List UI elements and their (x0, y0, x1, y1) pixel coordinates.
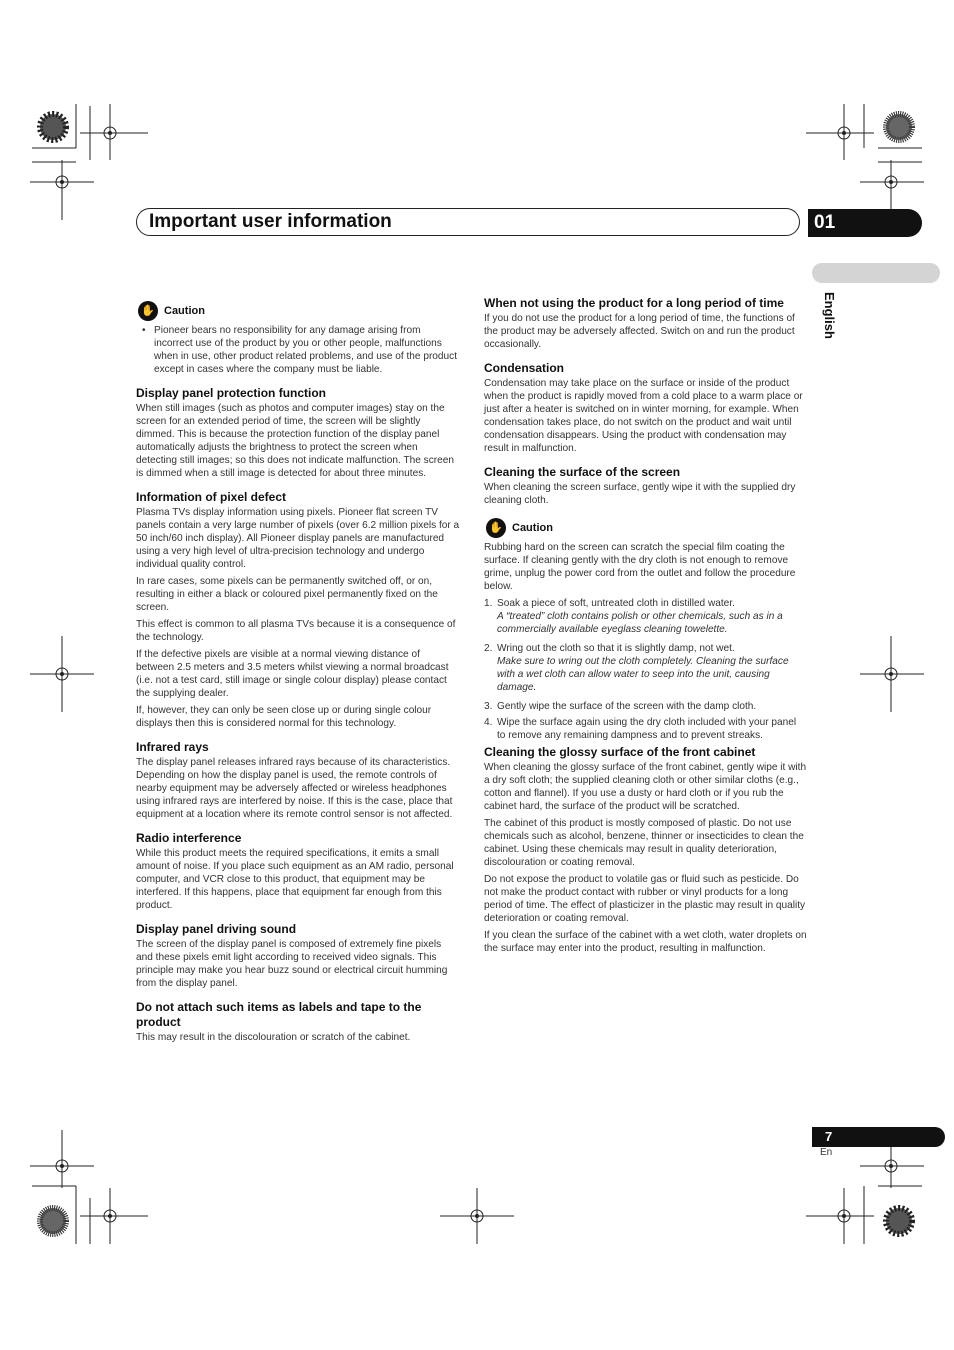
section-heading: Do not attach such items as labels and tape to the product (136, 1000, 422, 1029)
right-sections-top (484, 296, 807, 507)
page-lang-code: En (820, 1147, 833, 1158)
step-text: Wring out the cloth so that it is slightly damp, not wet. (497, 643, 735, 654)
section (484, 361, 807, 455)
section (484, 296, 807, 351)
section-heading: Display panel protection function (136, 386, 327, 400)
step-text: Gently wipe the surface of the screen with the damp cloth. (497, 701, 757, 712)
section (136, 386, 460, 480)
caution-label: Caution (512, 521, 553, 534)
step-number: 2. (484, 643, 493, 654)
section (136, 740, 460, 821)
step-text: Wipe the surface again using the dry cloth included with your panel to remove any remaining dampness and to prevent streaks. (497, 717, 797, 741)
section (136, 922, 460, 990)
section (136, 490, 460, 730)
section (136, 1000, 460, 1044)
section-heading: Information of pixel defect (136, 490, 287, 504)
section-paragraph: When cleaning the screen surface, gently wipe it with the supplied dry cleaning cloth. (484, 482, 796, 506)
step-number: 1. (484, 598, 493, 609)
section-paragraph: If, however, they can only be seen close up or during single colour displays then this is considered normal for this technology. (136, 705, 432, 729)
step-item (484, 716, 807, 742)
section-paragraph: While this product meets the required specifications, it emits a small amount of noise. If you place such equipment as an AM radio, personal computer, and VCR close to this product, that equipment may be interfered. If this happens, place that equipment far enough from this product. (136, 848, 454, 911)
section-heading: Display panel driving sound (136, 922, 297, 936)
left-column (136, 300, 460, 1054)
section-heading: When not using the product for a long period of time (484, 296, 784, 310)
section-paragraph: This may result in the discolouration or scratch of the cabinet. (136, 1032, 411, 1043)
step-number: 3. (484, 701, 493, 712)
section-paragraph: The display panel releases infrared rays because of its characteristics. Depending on how the display panel is used, the remote controls of nearby equipment may be adversely affected or wireless headphones using infrared rays are interfered by noise. If this is the case, place that equipment at a location where its remote control sensor is not affected. (136, 757, 453, 820)
section-paragraph: If you do not use the product for a long period of time, the functions of the product may be adversely affected. Switch on and run the product occasionally. (484, 313, 795, 350)
page-number: 7 (825, 1129, 833, 1144)
step-item (484, 597, 807, 639)
page-title: Important user information (149, 211, 392, 232)
section-heading: Condensation (484, 361, 564, 375)
step-item (484, 642, 807, 697)
section-heading: Cleaning the surface of the screen (484, 465, 681, 479)
section (136, 831, 460, 912)
language-label: English (822, 292, 837, 339)
section (484, 745, 807, 955)
section-paragraph: When cleaning the glossy surface of the front cabinet, gently wipe it with a dry soft cloth; the supplied cleaning cloth or other similar cloths (e.g., cotton and flannel). If you use a dusty or hard cloth or if you rub the cabinet hard, the surface of the product will be scratched. (484, 762, 807, 812)
section-paragraph: This effect is common to all plasma TVs because it is a consequence of the technology. (136, 619, 456, 643)
right-column (484, 296, 807, 965)
caution-label: Caution (164, 304, 205, 317)
caution-header (136, 300, 460, 322)
section-paragraph: In rare cases, some pixels can be permanently switched off, or on, resulting in either a black or coloured pixel permanently fixed on the screen. (136, 576, 438, 613)
step-item (484, 700, 807, 713)
page-number-tab (812, 1127, 945, 1147)
section-paragraph: If you clean the surface of the cabinet with a wet cloth, water droplets on the surface may enter into the product, resulting in malfunction. (484, 930, 807, 954)
right-sections-bottom (484, 745, 807, 955)
step-note: A “treated” cloth contains polish or other chemicals, such as in a commercially available eyeglass cleaning towelette. (497, 611, 783, 635)
step-text: Soak a piece of soft, untreated cloth in distilled water. (497, 598, 735, 609)
title-bar (136, 208, 800, 236)
section-paragraph: When still images (such as photos and computer images) stay on the screen for an extended period of time, the screen will be slightly dimmed. This is because the protection function of the display panel automatically adjusts the brightness to protect the screen when detecting still images; so this does not indicate malfunction. The screen is dimmed when a still image is detected for about three minutes. (136, 403, 454, 479)
cleaning-steps (484, 597, 807, 742)
section-paragraph: If the defective pixels are visible at a normal viewing distance of between 2.5 meters and 3.5 meters whilst viewing a normal broadcast (i.e. not a test card, still image or single colour display) please contact the supplying dealer. (136, 649, 449, 699)
caution-header (484, 517, 807, 539)
language-tab (812, 263, 940, 283)
section-heading: Infrared rays (136, 740, 209, 754)
section-paragraph: Do not expose the product to volatile gas or fluid such as pesticide. Do not make the product contact with rubber or vinyl products for a long period of time. The effect of plasticizer in the plastic may result in quality deterioration or coating removal. (484, 874, 806, 924)
left-sections (136, 386, 460, 1044)
section-paragraph: Plasma TVs display information using pixels. Pioneer flat screen TV panels contain a very large number of pixels (over 6.2 million pixels for a 50 inch/60 inch display). All Pioneer display panels are manufactured using a very high level of ultra-precision technology and undergo individual quality control. (136, 507, 460, 570)
section (484, 465, 807, 507)
caution-bullet-text: Pioneer bears no responsibility for any damage arising from incorrect use of the product by you or other people, malfunctions when in use, other product related problems, and use of the product except in cases where the company must be liable. (154, 325, 457, 375)
chapter-number: 01 (814, 212, 836, 233)
section-paragraph: Condensation may take place on the surface or inside of the product when the product is rapidly moved from a cold place to a warm place or just after a heater is switched on in winter morning, for example. When condensation takes place, do not switch on the product and wait until condensation disappears. Using the product with condensation may result in malfunction. (484, 378, 803, 454)
caution-bullet: • Pioneer bears no responsibility for any damage arising from incorrect use of the product by you or other people, malfunctions when in use, other product related problems, and use of the product except in cases where the company must be liable. (142, 324, 460, 376)
step-number: 4. (484, 717, 493, 728)
caution-hand-icon: ✋ (138, 301, 158, 321)
chapter-tab (808, 209, 922, 237)
section-heading: Radio interference (136, 831, 242, 845)
step-note: Make sure to wring out the cloth completely. Cleaning the surface with a wet cloth can allow water to seep into the unit, causing damage. (497, 656, 789, 693)
caution-intro: Rubbing hard on the screen can scratch the special film coating the surface. If cleaning gently with the dry cloth is not enough to remove grime, unplug the power cord from the outlet and follow the procedure below. (484, 542, 796, 592)
section-paragraph: The cabinet of this product is mostly composed of plastic. Do not use chemicals such as alcohol, benzene, thinner or insecticides to clean the cabinet. Using these chemicals may result in quality deterioration, discolouration or coating removal. (484, 818, 804, 868)
caution-hand-icon: ✋ (486, 518, 506, 538)
section-heading: Cleaning the glossy surface of the front cabinet (484, 745, 756, 759)
section-paragraph: The screen of the display panel is composed of extremely fine pixels and these pixels emit light according to received video signals. This principle may make you hear buzz sound or electrical circuit humming from the display panel. (136, 939, 448, 989)
